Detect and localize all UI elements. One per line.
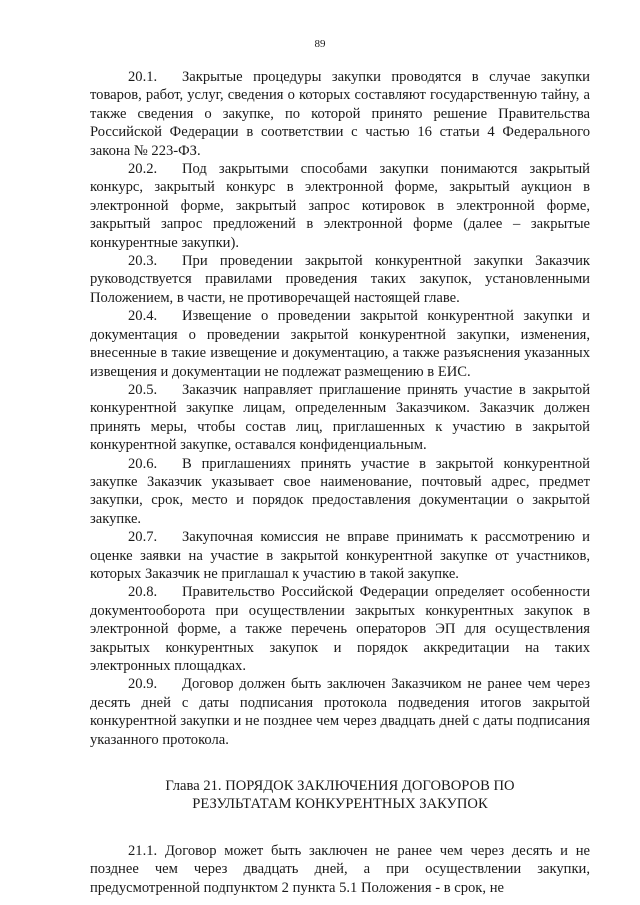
paragraph-20-3: [90, 252, 590, 307]
paragraph-text: Закупочная комиссия не вправе принимать к рассмотрению и оценке заявки на участие в закрытой конкурентной закупке от участников, которых Заказчик не приглашал к участию в такой закупке.: [90, 529, 590, 582]
paragraph-number: 20.1.: [128, 69, 158, 85]
paragraph-number: 20.6.: [128, 455, 158, 472]
paragraph-text: Заказчик направляет приглашение принять участие в закрытой конкурентной закупке лицам, определенным Заказчиком. Заказчик должен принять меры, чтобы состав лиц, приглашенных к участию в закрытой конкурентной закупке, оставался конфиденциальным.: [90, 381, 590, 454]
paragraph-20-4: [90, 307, 590, 381]
paragraph-20-1: [90, 68, 590, 160]
paragraph-text: Договор должен быть заключен Заказчиком не ранее чем через десять дней с даты подписания протокола подведения итогов закрытой конкурентной закупки и не позднее чем через двадцать дней с даты подписания указанного протокола.: [90, 676, 590, 748]
paragraph-number: 20.5.: [128, 381, 158, 398]
paragraph-20-7: [90, 528, 590, 583]
paragraph-number: 20.4.: [128, 308, 158, 325]
chapter-title-line-2: РЕЗУЛЬТАТАМ КОНКУРЕНТНЫХ ЗАКУПОК: [192, 796, 488, 813]
paragraph-text: В приглашениях принять участие в закрытой конкурентной закупке Заказчик указывает свое наименование, почтовый адрес, предмет закупки, срок, место и порядок предоставления документации о закрытой закупке.: [90, 455, 590, 527]
paragraph-text: Закрытые процедуры закупки проводятся в случае закупки товаров, работ, услуг, сведения о которых составляют государственную тайну, а также сведения о закупке, по которой принято решение Правительства Российской Федерации в соответствии с частью 16 статьи 4 Федерального закона № 223-ФЗ.: [90, 69, 590, 159]
chapter-heading: [90, 777, 590, 814]
paragraph-20-6: [90, 455, 590, 529]
paragraph-number: 20.2.: [128, 161, 158, 178]
paragraph-text: Извещение о проведении закрытой конкурентной закупки и документация о проведении закрытой конкурентной закупки, изменения, внесенные в такие извещение и документацию, а также разъяснения указанных извещения и документации не подлежат размещению в ЕИС.: [90, 308, 590, 380]
paragraph-number: 20.9.: [128, 676, 158, 693]
paragraph-20-2: [90, 160, 590, 252]
paragraph-text: Под закрытыми способами закупки понимаются закрытый конкурс, закрытый конкурс в электронной форме, закрытый аукцион в электронной форме, закрытый запрос котировок в электронной форме, закрытый запрос предложений в электронной форме (далее – закрытые конкурентные закупки).: [90, 161, 590, 251]
page-number: 89: [314, 38, 326, 50]
paragraph-20-5: [90, 381, 590, 455]
paragraph-21-1: 21.1. Договор может быть заключен не ранее чем через десять и не позднее чем через двадцать дней, а при осуществлении закупки, предусмотренной подпунктом 2 пункта 5.1 Положения - в срок, не: [90, 842, 590, 896]
paragraph-number: 20.8.: [128, 584, 158, 601]
paragraph-text: Правительство Российской Федерации определяет особенности документооборота при осуществлении закрытых конкурентных закупок в электронной форме, а также перечень операторов ЭП для осуществления закрытых конкурентных закупок и порядок аккредитации на таких электронных площадках.: [90, 584, 590, 674]
paragraph-20-8: [90, 583, 590, 675]
paragraph-number: 20.7.: [128, 529, 158, 546]
document-body: [90, 68, 590, 897]
paragraph-20-9: [90, 675, 590, 749]
chapter-title-line-1: Глава 21. ПОРЯДОК ЗАКЛЮЧЕНИЯ ДОГОВОРОВ ПО: [165, 778, 515, 795]
paragraph-text: При проведении закрытой конкурентной закупки Заказчик руководствуется правилами проведения таких закупок, установленными Положением, в части, не противоречащей настоящей главе.: [90, 253, 590, 306]
paragraph-number: 20.3.: [128, 253, 158, 270]
